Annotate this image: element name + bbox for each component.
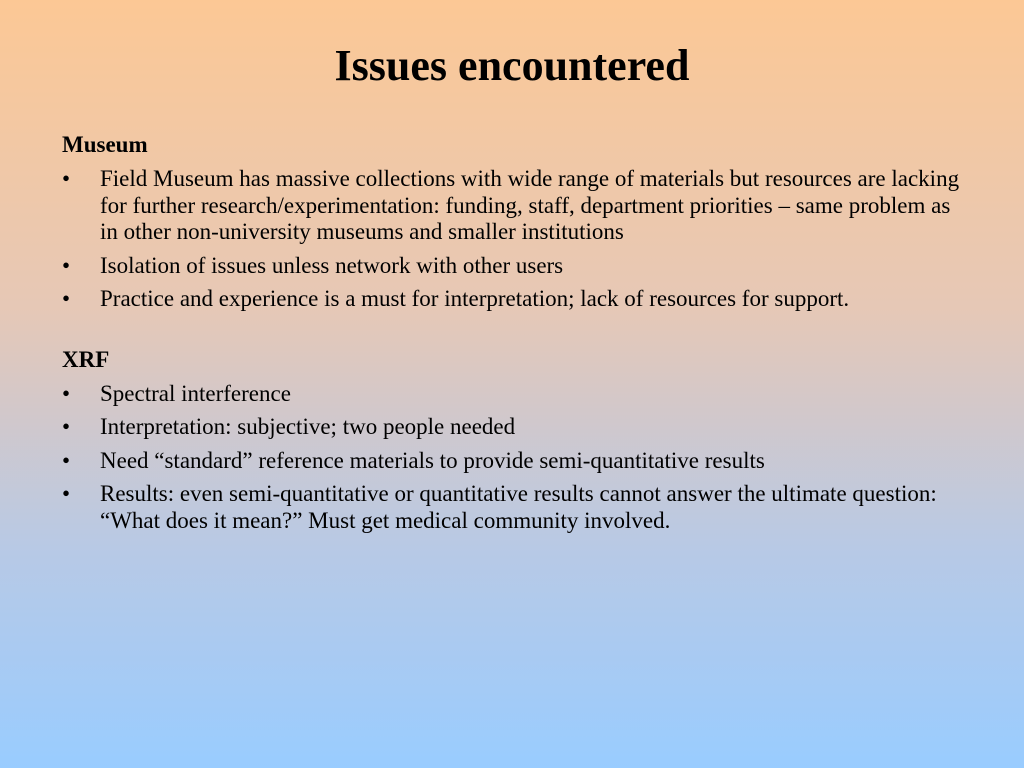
list-item — [62, 166, 962, 246]
bullet-icon: • — [62, 447, 71, 473]
slide-title: Issues encountered — [334, 41, 690, 90]
bullet-list — [62, 166, 962, 313]
list-item — [62, 414, 962, 441]
section-museum — [62, 130, 962, 313]
bullet-icon: • — [62, 481, 71, 506]
list-item — [62, 286, 962, 313]
list-item-text: Isolation of issues unless network with other users — [100, 252, 564, 278]
section-heading: XRF — [62, 346, 110, 372]
bullet-icon: • — [62, 166, 71, 191]
slide-content — [62, 130, 962, 541]
bullet-icon: • — [62, 414, 71, 439]
bullet-icon: • — [62, 252, 71, 278]
list-item-text: Spectral interference — [100, 380, 291, 406]
list-item-text: Need “standard” reference materials to provide semi-quantitative results — [100, 447, 765, 473]
list-item-text: Results: even semi-quantitative or quantitative results cannot answer the ultimate question: “What does it mean?” Must get medical community involved. — [100, 481, 937, 533]
list-item-text: Interpretation: subjective; two people needed — [100, 414, 516, 439]
list-item — [62, 381, 962, 408]
section-xrf — [62, 345, 962, 535]
bullet-list — [62, 381, 962, 535]
bullet-icon: • — [62, 286, 71, 311]
list-item — [62, 481, 962, 534]
section-heading: Museum — [62, 132, 148, 157]
list-item-text: Field Museum has massive collections with wide range of materials but resources are lacking for further research/experimentation: funding, staff, department priorities – same problem as in other non-university museums and smaller institutions — [100, 166, 960, 244]
list-item-text: Practice and experience is a must for interpretation; lack of resources for support. — [100, 286, 850, 311]
bullet-icon: • — [62, 380, 71, 406]
list-item — [62, 448, 962, 475]
list-item — [62, 253, 962, 280]
